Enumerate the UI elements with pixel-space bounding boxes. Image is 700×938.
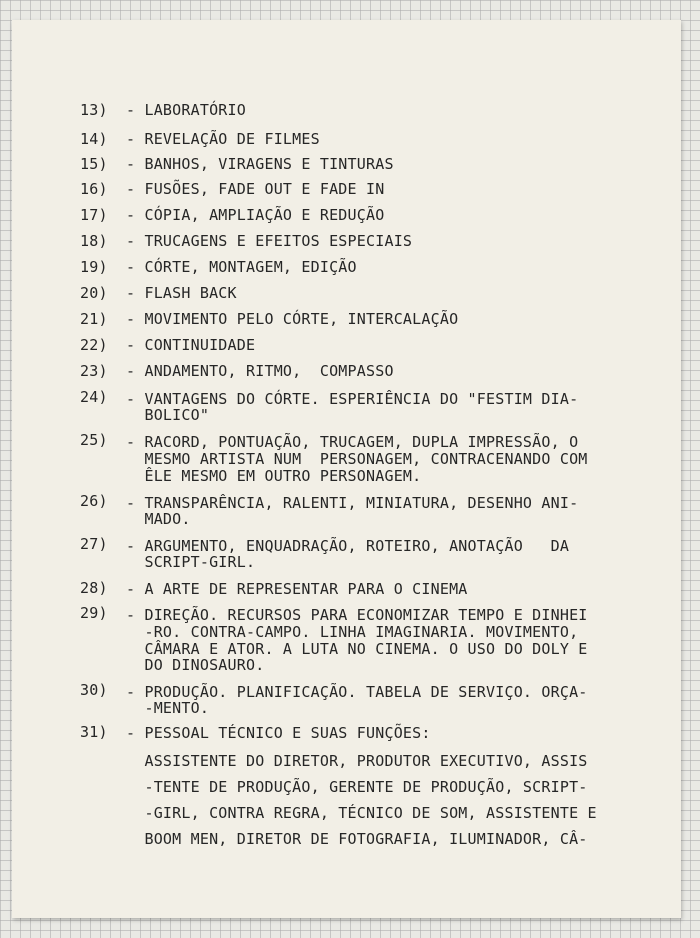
item-text: -TENTE DE PRODUÇÃO, GERENTE DE PRODUÇÃO, SCRIPT- <box>126 778 588 796</box>
item-text: - CÓPIA, AMPLIAÇÃO E REDUÇÃO <box>126 206 385 224</box>
item-number: 31) <box>80 723 108 741</box>
item-text: - TRUCAGENS E EFEITOS ESPECIAIS <box>126 232 413 250</box>
item-text: BOLICO" <box>126 406 210 424</box>
item-text: -MENTO. <box>126 699 210 717</box>
item-text: - ARGUMENTO, ENQUADRAÇÃO, ROTEIRO, ANOTAÇÃO DA <box>126 537 570 555</box>
item-number: 20) <box>80 284 108 302</box>
item-number: 25) <box>80 431 108 449</box>
item-text: -RO. CONTRA-CAMPO. LINHA IMAGINARIA. MOVIMENTO, <box>126 623 579 641</box>
item-text: CÂMARA E ATOR. A LUTA NO CINEMA. O USO DO DOLY E <box>126 640 588 658</box>
item-text: SCRIPT-GIRL. <box>126 553 256 571</box>
item-text: - VANTAGENS DO CÓRTE. ESPERIÊNCIA DO "FESTIM DIA- <box>126 390 579 408</box>
item-text: - FLASH BACK <box>126 284 237 302</box>
item-number: 15) <box>80 155 108 173</box>
item-number: 18) <box>80 232 108 250</box>
item-number: 14) <box>80 130 108 148</box>
item-text: - MOVIMENTO PELO CÓRTE, INTERCALAÇÃO <box>126 310 459 328</box>
item-text: -GIRL, CONTRA REGRA, TÉCNICO DE SOM, ASSISTENTE E <box>126 804 597 822</box>
item-text: - PRODUÇÃO. PLANIFICAÇÃO. TABELA DE SERVIÇO. ORÇA- <box>126 683 588 701</box>
item-number: 16) <box>80 180 108 198</box>
item-text: - LABORATÓRIO <box>126 101 246 119</box>
item-number: 29) <box>80 604 108 622</box>
item-text: MADO. <box>126 510 191 528</box>
item-text: - BANHOS, VIRAGENS E TINTURAS <box>126 155 394 173</box>
item-text: - FUSÕES, FADE OUT E FADE IN <box>126 180 385 198</box>
item-text: - ANDAMENTO, RITMO, COMPASSO <box>126 362 394 380</box>
item-text: - RACORD, PONTUAÇÃO, TRUCAGEM, DUPLA IMPRESSÃO, O <box>126 433 579 451</box>
item-text: - A ARTE DE REPRESENTAR PARA O CINEMA <box>126 580 468 598</box>
item-text: ASSISTENTE DO DIRETOR, PRODUTOR EXECUTIVO, ASSIS <box>126 752 588 770</box>
typed-page <box>12 20 681 918</box>
item-text: ÊLE MESMO EM OUTRO PERSONAGEM. <box>126 467 422 485</box>
item-text: BOOM MEN, DIRETOR DE FOTOGRAFIA, ILUMINADOR, CÂ- <box>126 830 588 848</box>
item-number: 22) <box>80 336 108 354</box>
item-text: DO DINOSAURO. <box>126 656 265 674</box>
item-text: - CÓRTE, MONTAGEM, EDIÇÃO <box>126 258 357 276</box>
item-number: 26) <box>80 492 108 510</box>
item-text: - PESSOAL TÉCNICO E SUAS FUNÇÕES: <box>126 724 431 742</box>
item-number: 21) <box>80 310 108 328</box>
item-number: 27) <box>80 535 108 553</box>
item-number: 13) <box>80 101 108 119</box>
item-number: 24) <box>80 388 108 406</box>
item-number: 19) <box>80 258 108 276</box>
item-text: MESMO ARTISTA NUM PERSONAGEM, CONTRACENANDO COM <box>126 450 588 468</box>
item-text: - CONTINUIDADE <box>126 336 256 354</box>
item-text: - DIREÇÃO. RECURSOS PARA ECONOMIZAR TEMPO E DINHEI <box>126 606 588 624</box>
item-text: - TRANSPARÊNCIA, RALENTI, MINIATURA, DESENHO ANI- <box>126 494 579 512</box>
item-text: - REVELAÇÃO DE FILMES <box>126 130 320 148</box>
item-number: 30) <box>80 681 108 699</box>
item-number: 17) <box>80 206 108 224</box>
item-number: 28) <box>80 579 108 597</box>
item-number: 23) <box>80 362 108 380</box>
